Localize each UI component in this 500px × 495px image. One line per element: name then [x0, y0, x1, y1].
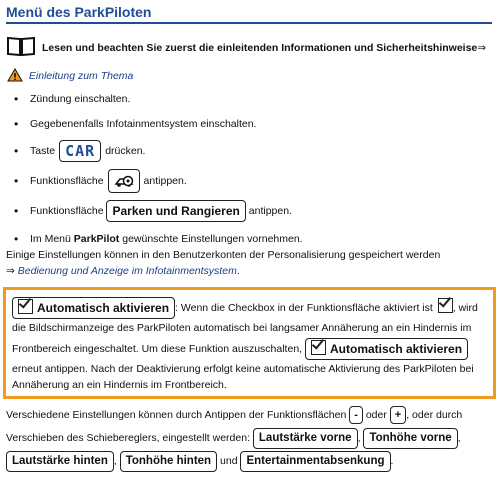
- para-end: .: [390, 455, 394, 467]
- list-item: [14, 166, 484, 196]
- notice-text: , wird die Bildschirmanzeige des ParkPiloten automatisch bei langsamer Annäherung an ein Hindernis im Frontbereich eingeschaltet. Um diese Funktion auszuschalten,: [12, 301, 478, 355]
- adjust-settings-paragraph: [6, 404, 494, 473]
- lautstaerke-hinten-button: Lautstärke hinten: [6, 451, 114, 472]
- intro-notice: [6, 35, 494, 90]
- notice-text: : Wenn die Checkbox in der Funktionsfläche aktiviert ist: [175, 301, 433, 314]
- separator: ,: [357, 432, 361, 444]
- list-item: [14, 196, 484, 226]
- auto-activate-box: [3, 287, 496, 399]
- button-label: Automatisch aktivieren: [330, 341, 463, 356]
- note-text: Einige Einstellungen können in den Benutzerkonten der Personalisierung gespeichert werden: [6, 249, 441, 261]
- checkbox-checked-icon: [438, 298, 453, 313]
- parkpilot-label: ParkPilot: [73, 233, 120, 245]
- note-arrow: ⇒: [6, 265, 15, 277]
- para-text: Verschiedene Einstellungen können durch Antippen der Funktionsflächen: [6, 409, 347, 421]
- personalization-note: [6, 247, 494, 279]
- book-icon: [6, 35, 36, 65]
- para-text: , oder durch Verschieben des Schiebereglers, eingestellt werden:: [6, 409, 463, 444]
- automatisch-aktivieren-button: [12, 297, 175, 319]
- page-title: Menü des ParkPiloten: [6, 4, 492, 24]
- separator: ,: [457, 432, 461, 444]
- step-text: Im Menü: [30, 233, 71, 245]
- note-end: .: [236, 265, 240, 277]
- button-label: Automatisch aktivieren: [37, 301, 170, 315]
- plus-button: +: [390, 406, 406, 424]
- step-text: Funktionsfläche: [30, 175, 104, 187]
- para-text: oder: [365, 409, 387, 421]
- entertainmentabsenkung-button: Entertainmentabsenkung: [240, 451, 390, 472]
- checkbox-checked-icon: [311, 340, 326, 355]
- separator: ,: [113, 455, 117, 467]
- step-text: gewünschte Einstellungen vornehmen.: [122, 233, 303, 245]
- link-bedienung[interactable]: Bedienung und Anzeige im Infotainmentsystem: [17, 265, 237, 277]
- tonhoehe-hinten-button: Tonhöhe hinten: [120, 451, 217, 472]
- checkbox-checked-icon: [18, 299, 33, 314]
- step-text: antippen.: [248, 205, 292, 217]
- lautstaerke-vorne-button: Lautstärke vorne: [253, 428, 358, 449]
- list-item: [14, 112, 484, 136]
- notice-text: erneut antippen. Nach der Deaktivierung erfolgt keine automatische Aktivierung des ParkPiloten bei Annäherung an ein Hindernis im Frontbereich.: [12, 362, 474, 391]
- intro-text: Lesen und beachten Sie zuerst die einleitenden Informationen und Sicherheitshinweise: [42, 42, 478, 54]
- step-text: Zündung einschalten.: [30, 93, 131, 105]
- car-key-button: CAR: [59, 140, 101, 162]
- parken-rangieren-button: Parken und Rangieren: [106, 200, 245, 222]
- step-text: antippen.: [143, 175, 187, 187]
- automatisch-aktivieren-button: [305, 338, 468, 360]
- list-item: [14, 86, 484, 112]
- step-text: Gegebenenfalls Infotainmentsystem einschalten.: [30, 118, 257, 130]
- para-text: und: [220, 455, 238, 467]
- step-text: Funktionsfläche: [30, 205, 104, 217]
- steering-assist-icon: [108, 169, 140, 193]
- tonhoehe-vorne-button: Tonhöhe vorne: [363, 428, 457, 449]
- step-text: drücken.: [105, 145, 146, 157]
- list-item: [14, 136, 484, 166]
- minus-button: -: [349, 406, 363, 424]
- step-text: Taste: [30, 145, 56, 157]
- step-list: [14, 86, 484, 252]
- link-einleitung[interactable]: Einleitung zum Thema: [28, 70, 134, 82]
- intro-arrow: ⇒: [477, 42, 487, 54]
